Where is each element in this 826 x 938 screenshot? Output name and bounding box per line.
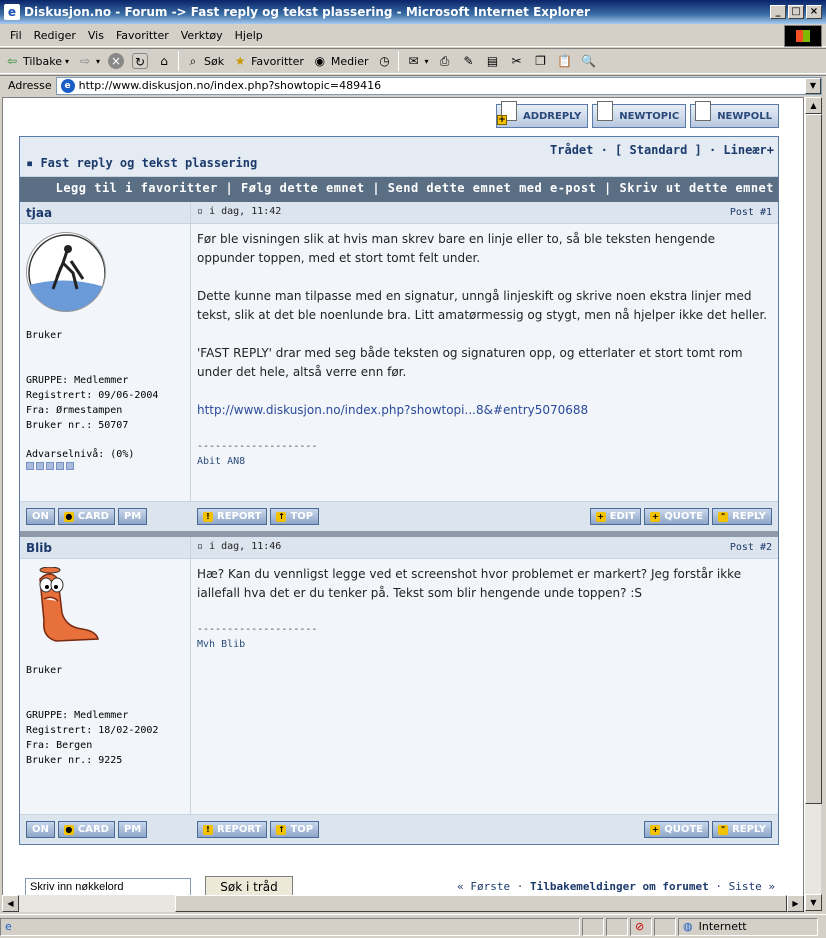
post-2 <box>20 537 778 844</box>
top-button[interactable]: ↑ TOP <box>270 508 319 525</box>
back-button[interactable]: ⇦ Tilbake ▾ <box>4 53 69 69</box>
post-number[interactable]: Post #2 <box>729 542 772 553</box>
address-label: Adresse <box>8 79 52 92</box>
post-author[interactable]: Blib <box>20 537 191 558</box>
menu-edit[interactable]: Rediger <box>33 29 76 42</box>
post-link[interactable]: http://www.diskusjon.no/index.php?showtopi...8&#entry5070688 <box>197 403 589 417</box>
paste-button[interactable] <box>557 53 573 69</box>
plus-icon: + <box>651 824 659 834</box>
globe-icon: ◍ <box>683 920 693 933</box>
post-text: Hæ? Kan du vennligst legge ved et screenshot hvor problemet er markert? Jeg forstår ikke iallefall hva det er du tenker på. Tekst som blir hengende unde toppen? :S -------------------- Mvh Blib <box>191 559 778 814</box>
avatar <box>26 567 106 647</box>
pm-button[interactable]: PM <box>118 508 147 525</box>
pm-button[interactable]: PM <box>118 821 147 838</box>
post-icon: ▫ <box>197 541 204 552</box>
stop-icon: × <box>108 53 124 69</box>
address-bar <box>0 75 826 95</box>
media-icon: ◉ <box>314 54 326 68</box>
user-info: Bruker GRUPPE: Medlemmer Registrert: 18/02-2002 Fra: Bergen Bruker nr.: 9225 <box>20 559 191 814</box>
up-arrow-icon: ↑ <box>278 824 285 834</box>
user-icon: ● <box>65 511 73 521</box>
title-bar <box>0 0 826 24</box>
h-scroll-thumb[interactable] <box>175 895 787 912</box>
scroll-thumb[interactable] <box>805 114 822 804</box>
post-buttons <box>20 501 778 531</box>
address-url: http://www.diskusjon.no/index.php?showtopic=489416 <box>78 79 382 92</box>
back-arrow-icon: ⇦ <box>6 54 18 68</box>
warn-level-meter <box>26 462 184 470</box>
address-input[interactable] <box>56 77 822 95</box>
mail-icon: ✉ <box>408 54 419 68</box>
cut-button[interactable] <box>509 53 525 69</box>
quote-button[interactable]: + QUOTE <box>644 821 709 838</box>
edit-page-button[interactable] <box>461 53 477 69</box>
scissors-icon: ✂ <box>511 54 522 68</box>
home-button[interactable] <box>156 53 172 69</box>
mail-button[interactable]: ✉ ▾ <box>405 53 428 69</box>
ie-icon: e <box>4 4 20 20</box>
quote-button[interactable]: + QUOTE <box>644 508 709 525</box>
post-date: ▫ i dag, 11:46 Post #2 <box>197 541 772 553</box>
search-input[interactable] <box>25 878 191 897</box>
menu-help[interactable]: Hjelp <box>234 29 263 42</box>
horizontal-scrollbar[interactable] <box>2 895 804 912</box>
close-button[interactable]: × <box>806 5 822 19</box>
avatar <box>26 232 106 312</box>
new-poll-button[interactable]: NEWPOLL <box>690 104 779 128</box>
new-topic-button[interactable]: NEWTOPIC <box>592 104 686 128</box>
print-button[interactable] <box>437 53 453 69</box>
find-icon: 🔍 <box>581 54 596 68</box>
last-link[interactable]: Siste » <box>728 880 775 893</box>
report-button[interactable]: ! REPORT <box>197 508 267 525</box>
document-icon: ▤ <box>486 54 499 68</box>
post-date: ▫ i dag, 11:42 Post #1 <box>197 206 772 218</box>
menu-tools[interactable]: Verktøy <box>180 29 223 42</box>
plus-icon: + <box>597 511 604 521</box>
plus-icon: + <box>651 511 659 521</box>
menu-bar <box>0 25 826 47</box>
find-button[interactable] <box>581 53 597 69</box>
scroll-up-arrow[interactable]: ▲ <box>805 97 822 114</box>
scroll-down-arrow[interactable]: ▼ <box>805 894 822 911</box>
view-modes[interactable]: Trådet · [ Standard ] · Lineær+ <box>550 143 774 157</box>
search-icon: ⌕ <box>189 54 197 68</box>
post-icon: ▫ <box>197 206 204 217</box>
zone-indicator: ◍ Internett <box>678 918 818 936</box>
user-info: Bruker GRUPPE: Medlemmer Registrert: 09/06-2004 Fra: Ørmestampen Bruker nr.: 50707 Advarselnivå: (0%) <box>20 224 191 501</box>
refresh-button[interactable] <box>132 53 148 69</box>
stop-button[interactable] <box>108 53 124 69</box>
online-button[interactable]: ON <box>26 508 55 525</box>
page-done-icon: e <box>5 920 12 933</box>
favorites-button[interactable]: ★ Favoritter <box>232 53 304 69</box>
thread-table <box>19 136 779 845</box>
edit-button[interactable]: + EDIT <box>590 508 642 525</box>
status-cell <box>582 918 604 936</box>
report-button[interactable]: ! REPORT <box>197 821 267 838</box>
vertical-scrollbar[interactable] <box>804 97 821 911</box>
quote-marks-icon: " <box>718 512 728 522</box>
address-dropdown[interactable]: ▼ <box>805 78 821 94</box>
user-icon: ● <box>65 824 73 834</box>
cartoon-worm-icon <box>26 567 106 647</box>
edit-page-icon: ✎ <box>463 54 474 68</box>
forward-arrow-icon: ⇨ <box>79 54 91 68</box>
history-icon: ◷ <box>379 54 390 68</box>
menu-view[interactable]: Vis <box>87 29 104 42</box>
history-button[interactable] <box>376 53 392 69</box>
card-button[interactable]: ● CARD <box>58 508 115 525</box>
refresh-icon: ↻ <box>132 53 148 69</box>
page-icon: e <box>61 79 75 93</box>
thread-actions[interactable]: Legg til i favoritter | Følg dette emnet | Send dette emnet med e-post | Skriv ut dette emnet <box>20 177 778 202</box>
top-buttons <box>496 104 779 128</box>
thread-header <box>20 137 778 177</box>
top-button[interactable]: ↑ TOP <box>270 821 319 838</box>
post-author[interactable]: tjaa <box>20 202 191 223</box>
maximize-button[interactable]: □ <box>788 5 804 19</box>
status-text <box>0 918 580 936</box>
plus-icon: + <box>498 115 506 125</box>
card-button[interactable]: ● CARD <box>58 821 115 838</box>
scroll-left-arrow[interactable]: ◀ <box>2 895 19 912</box>
post-1 <box>20 202 778 537</box>
warning-icon: ! <box>203 825 213 835</box>
search-thread-button[interactable]: Søk i tråd <box>205 876 293 898</box>
post-number[interactable]: Post #1 <box>729 207 772 218</box>
reply-button[interactable]: " REPLY <box>712 821 772 838</box>
post-buttons <box>20 814 778 844</box>
first-link[interactable]: « Første <box>457 880 511 893</box>
quote-marks-icon: " <box>718 825 728 835</box>
status-bar <box>0 914 826 938</box>
reply-button[interactable]: " REPLY <box>712 508 772 525</box>
copy-icon: ❐ <box>535 54 546 68</box>
search-button[interactable]: ⌕ Søk <box>185 53 224 69</box>
menu-favorites[interactable]: Favoritter <box>115 29 169 42</box>
print-icon: ⎙ <box>439 54 450 68</box>
post-text: Før ble visningen slik at hvis man skrev bare en linje eller to, så ble teksten hengende oppunder toppen, med et stort tomt felt under. Dette kunne man tilpasse med en signatur, unngå linjeskift og skrive noen ekstra linjer med tekst, slik at det ble noenlunde bra. Litt amatørmessig og stygt, men nå hjelper ikke det heller. 'FAST REPLY' drar med seg både teksten og signaturen opp, og etterlater et stort tomt rom under det hele, altså verre enn før. http://www.diskusjon.no/index.php?showtopi...8&#entry5070688 -------------------- Abit AN8 <box>191 224 778 501</box>
add-reply-button[interactable]: + ADDREPLY <box>496 104 588 128</box>
popup-blocked-icon[interactable]: ⊘ <box>630 918 652 936</box>
forward-button[interactable]: ⇨ ▾ <box>77 53 100 69</box>
scroll-right-arrow[interactable]: ▶ <box>787 895 804 912</box>
minimize-button[interactable]: _ <box>770 5 786 19</box>
copy-button[interactable] <box>533 53 549 69</box>
status-cell <box>606 918 628 936</box>
window-title: Diskusjon.no - Forum -> Fast reply og tekst plassering - Microsoft Internet Explorer <box>24 5 590 19</box>
up-arrow-icon: ↑ <box>278 511 285 521</box>
toolbar <box>0 48 826 74</box>
skier-logo-icon <box>27 233 106 312</box>
signature: -------------------- Mvh Blib <box>197 624 318 650</box>
thread-title: ▪ Fast reply og tekst plassering <box>26 156 258 170</box>
feedback-link[interactable]: Tilbakemeldinger om forumet <box>529 880 709 893</box>
paste-icon: 📋 <box>557 54 572 68</box>
warning-icon: ! <box>203 512 213 522</box>
home-icon: ⌂ <box>160 54 168 68</box>
page-viewport <box>2 97 804 911</box>
media-button[interactable]: ◉ Medier <box>312 53 369 69</box>
status-cell <box>654 918 676 936</box>
windows-logo <box>784 25 822 47</box>
favorites-icon: ★ <box>234 54 246 68</box>
signature: -------------------- Abit AN8 <box>197 441 318 467</box>
discuss-button[interactable] <box>485 53 501 69</box>
menu-file[interactable]: Fil <box>10 29 22 42</box>
online-button[interactable]: ON <box>26 821 55 838</box>
forum-nav: « Første · Tilbakemeldinger om forumet · Siste » <box>457 880 775 893</box>
